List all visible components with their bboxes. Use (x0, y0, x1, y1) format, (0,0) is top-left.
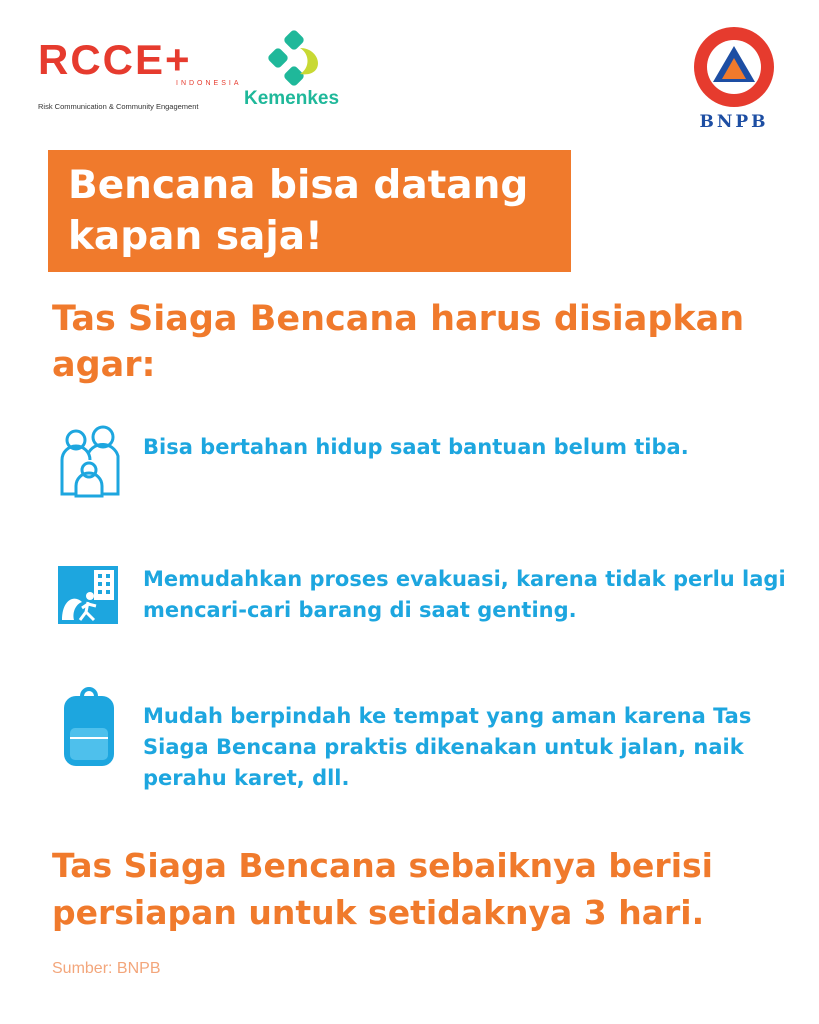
rcce-logo (38, 36, 242, 116)
list-item: Memudahkan proses evakuasi, karena tidak perlu lagi mencari-cari barang di saat genting. (143, 567, 786, 622)
evacuation-icon (58, 566, 118, 624)
kemenkes-logo (244, 30, 354, 114)
headline: Bencana bisa datang kapan saja! (68, 163, 529, 259)
rcce-logo-tagline: Risk Communication & Community Engagement (38, 102, 199, 111)
rcce-logo-text: RCCE+ (38, 36, 192, 83)
bnpb-logo-text: BNPB (699, 112, 769, 132)
closing-statement: Tas Siaga Bencana sebaiknya berisi persiapan untuk setidaknya 3 hari. (52, 846, 713, 932)
bnpb-seal-icon (692, 24, 776, 110)
family-icon (58, 424, 120, 498)
kemenkes-emblem-icon (244, 30, 354, 88)
list-item: Bisa bertahan hidup saat bantuan belum tiba. (143, 435, 689, 459)
source-credit: Sumber: BNPB (52, 960, 161, 977)
rcce-logo-country: INDONESIA (176, 80, 242, 87)
list-item: Mudah berpindah ke tempat yang aman karena Tas Siaga Bencana praktis dikenakan untuk jalan, naik perahu karet, dll. (143, 704, 752, 790)
bnpb-logo (692, 24, 782, 136)
backpack-icon (58, 686, 120, 768)
kemenkes-logo-text: Kemenkes (244, 88, 340, 109)
subheading: Tas Siaga Bencana harus disiapkan agar: (52, 299, 745, 385)
